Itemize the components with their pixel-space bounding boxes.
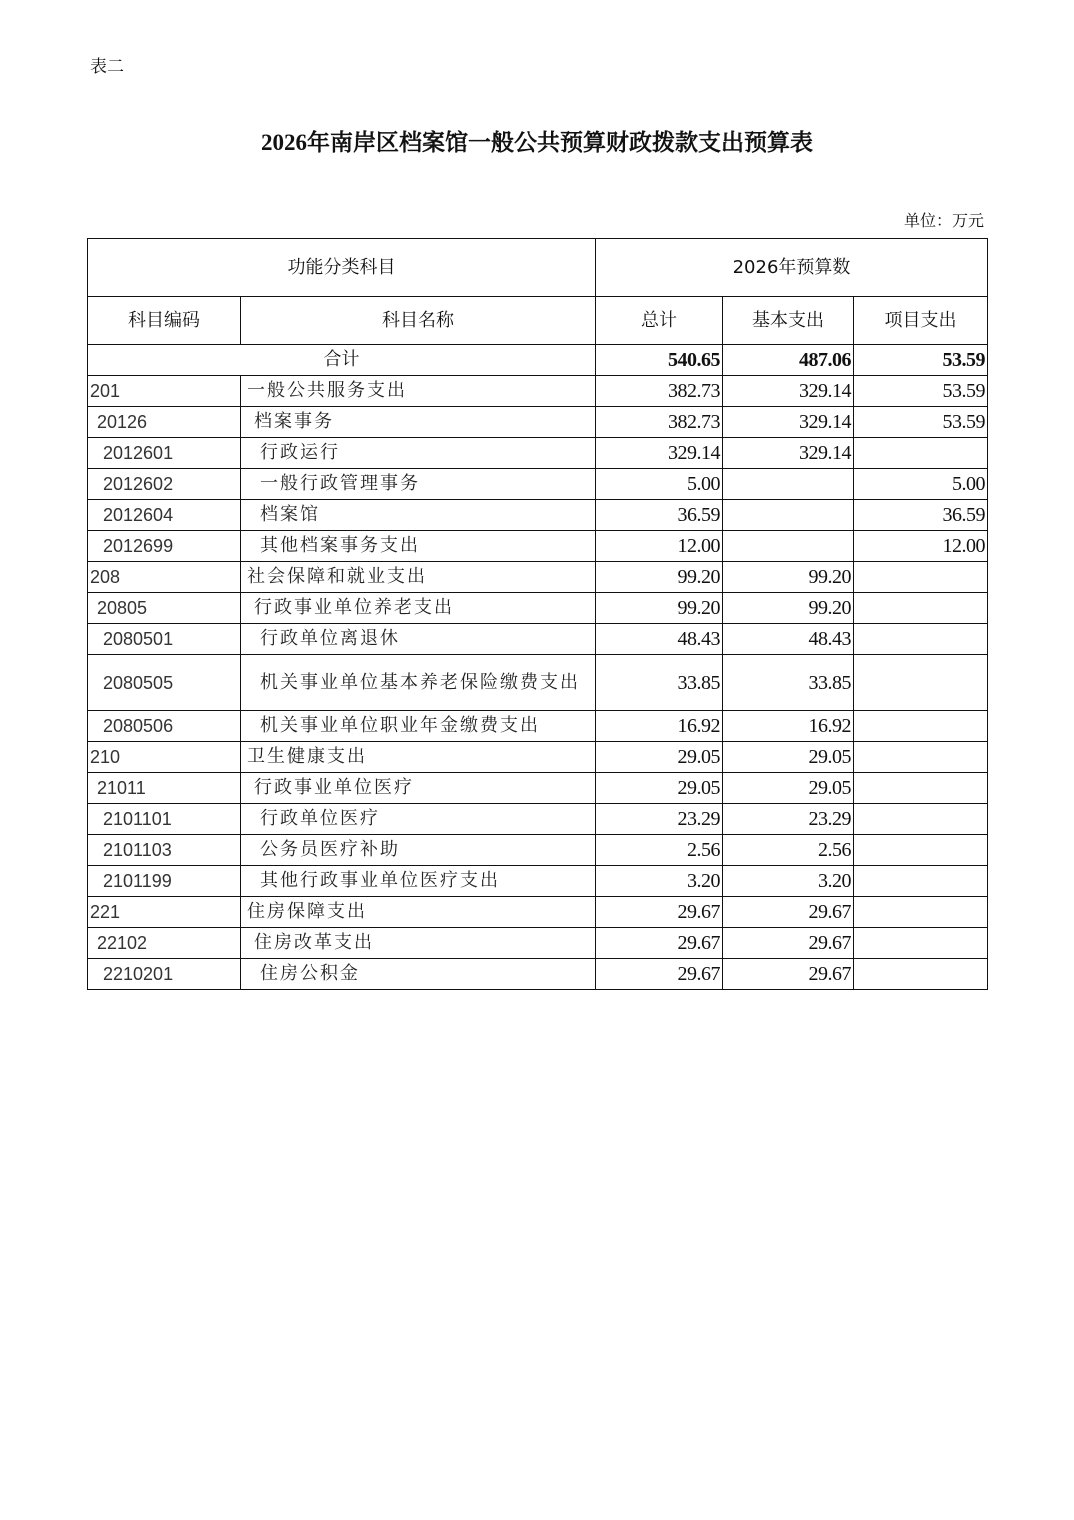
cell-project xyxy=(854,655,988,711)
cell-total: 99.20 xyxy=(596,562,723,593)
cell-name: 行政单位医疗 xyxy=(241,804,596,835)
cell-code: 201 xyxy=(88,376,241,407)
cell-project xyxy=(854,928,988,959)
cell-basic: 29.67 xyxy=(723,959,854,990)
document-title: 2026年南岸区档案馆一般公共预算财政拨款支出预算表 xyxy=(261,130,813,155)
cell-total: 23.29 xyxy=(596,804,723,835)
cell-basic: 16.92 xyxy=(723,711,854,742)
header-project: 项目支出 xyxy=(854,297,988,345)
cell-name: 卫生健康支出 xyxy=(241,742,596,773)
cell-name: 行政运行 xyxy=(241,438,596,469)
table-row xyxy=(88,742,988,773)
cell-basic: 329.14 xyxy=(723,407,854,438)
cell-code: 2012699 xyxy=(88,531,241,562)
header-code: 科目编码 xyxy=(88,297,241,345)
cell-code: 2012602 xyxy=(88,469,241,500)
cell-project xyxy=(854,959,988,990)
cell-basic: 3.20 xyxy=(723,866,854,897)
cell-basic: 29.05 xyxy=(723,742,854,773)
table-row xyxy=(88,407,988,438)
table-row xyxy=(88,866,988,897)
cell-name: 行政事业单位医疗 xyxy=(241,773,596,804)
table-row xyxy=(88,624,988,655)
cell-code: 208 xyxy=(88,562,241,593)
cell-name: 档案事务 xyxy=(241,407,596,438)
cell-code: 21011 xyxy=(88,773,241,804)
cell-name: 机关事业单位职业年金缴费支出 xyxy=(241,711,596,742)
cell-total: 2.56 xyxy=(596,835,723,866)
table-row xyxy=(88,959,988,990)
cell-name: 其他行政事业单位医疗支出 xyxy=(241,866,596,897)
cell-project xyxy=(854,835,988,866)
table-row xyxy=(88,500,988,531)
cell-total: 29.67 xyxy=(596,897,723,928)
table-row xyxy=(88,655,988,711)
cell-project xyxy=(854,593,988,624)
table-row xyxy=(88,376,988,407)
cell-basic: 48.43 xyxy=(723,624,854,655)
unit-note: 单位：万元 xyxy=(903,211,984,230)
sum-label: 合计 xyxy=(88,345,596,376)
cell-name: 一般公共服务支出 xyxy=(241,376,596,407)
cell-basic xyxy=(723,469,854,500)
cell-project xyxy=(854,866,988,897)
table-row xyxy=(88,531,988,562)
cell-total: 33.85 xyxy=(596,655,723,711)
header-budget-year: 2026年预算数 xyxy=(596,239,988,297)
cell-total: 48.43 xyxy=(596,624,723,655)
table-row xyxy=(88,711,988,742)
cell-total: 29.05 xyxy=(596,773,723,804)
cell-total: 3.20 xyxy=(596,866,723,897)
cell-total: 16.92 xyxy=(596,711,723,742)
cell-name: 其他档案事务支出 xyxy=(241,531,596,562)
header-total: 总计 xyxy=(596,297,723,345)
cell-name: 住房公积金 xyxy=(241,959,596,990)
table-label: 表二 xyxy=(90,57,124,77)
table-row xyxy=(88,593,988,624)
cell-code: 2012601 xyxy=(88,438,241,469)
header-name: 科目名称 xyxy=(241,297,596,345)
cell-project xyxy=(854,711,988,742)
cell-basic xyxy=(723,500,854,531)
table-row xyxy=(88,469,988,500)
header-function-category: 功能分类科目 xyxy=(88,239,596,297)
table-row xyxy=(88,804,988,835)
cell-basic: 29.67 xyxy=(723,928,854,959)
cell-total: 36.59 xyxy=(596,500,723,531)
cell-code: 20805 xyxy=(88,593,241,624)
cell-code: 2080501 xyxy=(88,624,241,655)
table-row xyxy=(88,438,988,469)
table-row xyxy=(88,835,988,866)
cell-total: 29.67 xyxy=(596,928,723,959)
cell-basic: 329.14 xyxy=(723,438,854,469)
budget-table xyxy=(87,238,988,990)
sum-row xyxy=(88,345,988,376)
cell-name: 机关事业单位基本养老保险缴费支出 xyxy=(241,655,596,711)
cell-name: 住房保障支出 xyxy=(241,897,596,928)
sum-basic: 487.06 xyxy=(723,345,854,376)
sum-project: 53.59 xyxy=(854,345,988,376)
cell-name: 公务员医疗补助 xyxy=(241,835,596,866)
cell-total: 382.73 xyxy=(596,407,723,438)
cell-code: 221 xyxy=(88,897,241,928)
cell-project xyxy=(854,897,988,928)
sum-total: 540.65 xyxy=(596,345,723,376)
table-row xyxy=(88,773,988,804)
cell-name: 社会保障和就业支出 xyxy=(241,562,596,593)
cell-project: 12.00 xyxy=(854,531,988,562)
cell-basic: 99.20 xyxy=(723,593,854,624)
cell-project: 5.00 xyxy=(854,469,988,500)
cell-total: 12.00 xyxy=(596,531,723,562)
cell-code: 2101101 xyxy=(88,804,241,835)
cell-name: 住房改革支出 xyxy=(241,928,596,959)
cell-name: 行政事业单位养老支出 xyxy=(241,593,596,624)
header-basic: 基本支出 xyxy=(723,297,854,345)
cell-total: 5.00 xyxy=(596,469,723,500)
cell-code: 2012604 xyxy=(88,500,241,531)
table-row xyxy=(88,897,988,928)
cell-code: 2080506 xyxy=(88,711,241,742)
cell-total: 382.73 xyxy=(596,376,723,407)
cell-basic: 23.29 xyxy=(723,804,854,835)
cell-project xyxy=(854,562,988,593)
cell-code: 2080505 xyxy=(88,655,241,711)
cell-project xyxy=(854,742,988,773)
cell-basic: 29.67 xyxy=(723,897,854,928)
cell-code: 20126 xyxy=(88,407,241,438)
cell-basic: 329.14 xyxy=(723,376,854,407)
cell-project: 53.59 xyxy=(854,376,988,407)
cell-code: 2101199 xyxy=(88,866,241,897)
table-row xyxy=(88,562,988,593)
cell-name: 行政单位离退休 xyxy=(241,624,596,655)
cell-total: 29.67 xyxy=(596,959,723,990)
cell-project xyxy=(854,624,988,655)
table-row xyxy=(88,928,988,959)
cell-basic: 99.20 xyxy=(723,562,854,593)
cell-total: 99.20 xyxy=(596,593,723,624)
cell-basic: 2.56 xyxy=(723,835,854,866)
cell-project: 53.59 xyxy=(854,407,988,438)
cell-name: 一般行政管理事务 xyxy=(241,469,596,500)
cell-code: 22102 xyxy=(88,928,241,959)
cell-name: 档案馆 xyxy=(241,500,596,531)
cell-project xyxy=(854,438,988,469)
cell-code: 2101103 xyxy=(88,835,241,866)
cell-code: 2210201 xyxy=(88,959,241,990)
cell-project: 36.59 xyxy=(854,500,988,531)
cell-total: 329.14 xyxy=(596,438,723,469)
cell-basic: 33.85 xyxy=(723,655,854,711)
cell-total: 29.05 xyxy=(596,742,723,773)
cell-project xyxy=(854,804,988,835)
cell-project xyxy=(854,773,988,804)
cell-code: 210 xyxy=(88,742,241,773)
cell-basic: 29.05 xyxy=(723,773,854,804)
cell-basic xyxy=(723,531,854,562)
